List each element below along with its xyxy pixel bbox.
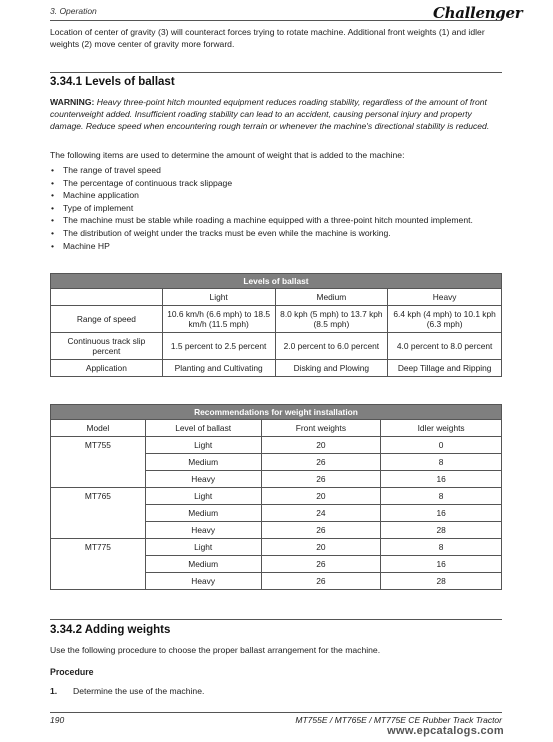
table-header-cell: Level of ballast	[145, 420, 261, 437]
table-cell: 1.5 percent to 2.5 percent	[162, 333, 275, 360]
table-header-cell: Medium	[275, 289, 388, 306]
model-cell: MT755	[51, 437, 146, 488]
list-item: • The range of travel speed	[50, 165, 502, 177]
section-rule	[50, 619, 502, 620]
section-rule	[50, 72, 502, 73]
section-title-adding: 3.34.2 Adding weights	[50, 624, 171, 636]
brand-logo: Challenger	[433, 4, 523, 22]
watermark: www.epcatalogs.com	[387, 725, 504, 737]
table-cell: Heavy	[145, 522, 261, 539]
table-title: Recommendations for weight installation	[51, 405, 502, 420]
table-cell: 4.0 percent to 8.0 percent	[388, 333, 502, 360]
list-item: • Machine application	[50, 190, 502, 202]
list-item: • Type of implement	[50, 203, 502, 215]
table-header-cell: Heavy	[388, 289, 502, 306]
table-cell: Continuous track slip percent	[51, 333, 163, 360]
table-row	[51, 333, 502, 360]
table-row	[51, 539, 502, 556]
table-row	[51, 360, 502, 377]
table-cell: 2.0 percent to 6.0 percent	[275, 333, 388, 360]
table-cell: 8	[381, 488, 502, 505]
table-row	[51, 437, 502, 454]
table-cell: Light	[145, 539, 261, 556]
intro-paragraph: Location of center of gravity (3) will counteract forces trying to rotate machine. Additional front weights (1) and idler weights (2) move center of gravity more forward.	[50, 27, 485, 49]
table-cell: 26	[261, 573, 381, 590]
adding-weights-text: Use the following procedure to choose the proper ballast arrangement for the machine.	[50, 645, 381, 655]
table-cell: 20	[261, 539, 381, 556]
table-cell: 28	[381, 522, 502, 539]
table-cell: 8	[381, 454, 502, 471]
table-cell: Range of speed	[51, 306, 163, 333]
page-number: 190	[50, 715, 65, 725]
warning-label: WARNING:	[50, 97, 95, 107]
table-header-cell: Light	[162, 289, 275, 306]
table-cell: 20	[261, 437, 381, 454]
table-cell: Light	[145, 437, 261, 454]
table-cell: Heavy	[145, 573, 261, 590]
table-header-cell: Model	[51, 420, 146, 437]
procedure-step	[50, 686, 204, 696]
section-header: 3. Operation	[50, 6, 97, 16]
list-item: • The distribution of weight under the tracks must be even while the machine is working.	[50, 228, 502, 240]
table-cell: Planting and Cultivating	[162, 360, 275, 377]
criteria-list	[50, 165, 502, 253]
table-cell: 26	[261, 522, 381, 539]
table-cell: 20	[261, 488, 381, 505]
table-cell: 10.6 km/h (6.6 mph) to 18.5 km/h (11.5 mph)	[162, 306, 275, 333]
table-cell: Medium	[145, 556, 261, 573]
step-text: Determine the use of the machine.	[73, 686, 205, 696]
table-cell: Medium	[145, 454, 261, 471]
table-cell: 16	[381, 556, 502, 573]
list-item: • Machine HP	[50, 241, 502, 253]
document-title: MT755E / MT765E / MT775E CE Rubber Track Tractor	[295, 715, 502, 725]
warning-paragraph	[50, 97, 502, 132]
table-cell: Medium	[145, 505, 261, 522]
ballast-levels-table	[50, 273, 502, 377]
table-cell: 6.4 kph (4 mph) to 10.1 kph (6.3 mph)	[388, 306, 502, 333]
header-rule	[50, 20, 502, 21]
table-cell: 24	[261, 505, 381, 522]
table-cell: 0	[381, 437, 502, 454]
weight-installation-table	[50, 404, 502, 590]
table-header-cell: Front weights	[261, 420, 381, 437]
table-cell: Disking and Plowing	[275, 360, 388, 377]
table-cell: Heavy	[145, 471, 261, 488]
procedure-heading: Procedure	[50, 667, 94, 677]
table-cell: 16	[381, 505, 502, 522]
table-header-cell: Idler weights	[381, 420, 502, 437]
lead-in-text: The following items are used to determine the amount of weight that is added to the machine:	[50, 150, 405, 160]
table-cell: 16	[381, 471, 502, 488]
footer-rule	[50, 712, 502, 713]
step-number: 1.	[50, 686, 58, 696]
model-cell: MT775	[51, 539, 146, 590]
table-row	[51, 488, 502, 505]
list-item: • The machine must be stable while roading a machine equipped with a three-point hitch mounted implement.	[50, 215, 502, 227]
table-cell: 28	[381, 573, 502, 590]
list-item: • The percentage of continuous track slippage	[50, 178, 502, 190]
table-cell: 8	[381, 539, 502, 556]
table-cell: Application	[51, 360, 163, 377]
table-cell: 26	[261, 454, 381, 471]
table-cell: 8.0 kph (5 mph) to 13.7 kph (8.5 mph)	[275, 306, 388, 333]
table-row	[51, 306, 502, 333]
table-cell: 26	[261, 471, 381, 488]
table-cell: Deep Tillage and Ripping	[388, 360, 502, 377]
model-cell: MT765	[51, 488, 146, 539]
table-cell: 26	[261, 556, 381, 573]
table-cell: Light	[145, 488, 261, 505]
section-title-levels: 3.34.1 Levels of ballast	[50, 76, 175, 88]
table-title: Levels of ballast	[51, 274, 502, 289]
table-header-cell	[51, 289, 163, 306]
warning-text: Heavy three-point hitch mounted equipment reduces roading stability, regardless of the amount of front counterweight added. Insufficient roading stability can lead to an accident, causing personal injury and property damage. Reduce speed when encountering rough terrain or whenever the machine's directional stability is reduced.	[50, 97, 490, 131]
